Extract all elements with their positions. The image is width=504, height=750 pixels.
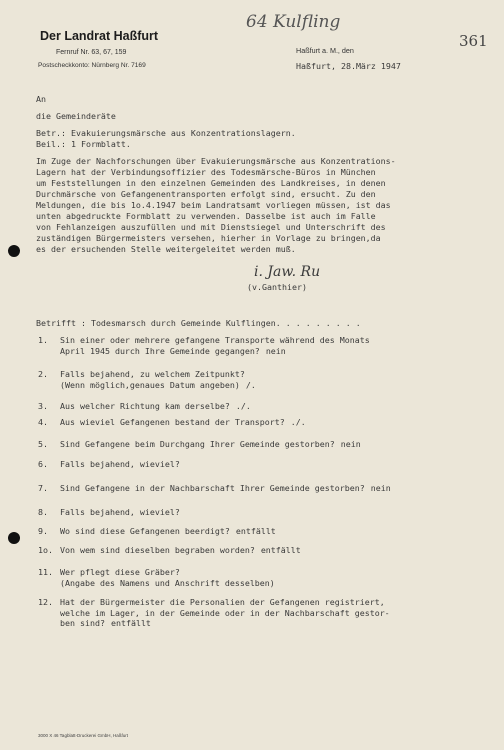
question-text: Falls bejahend, zu welchem Zeitpunkt? <box>60 369 245 379</box>
form-question <box>38 369 256 390</box>
question-text: welche im Lager, in der Gemeinde oder in der Nachbarschaft gestor- <box>60 607 390 618</box>
form-question <box>38 459 180 470</box>
form-question <box>38 483 391 494</box>
question-text: Aus wieviel Gefangenen bestand der Transport? <box>60 417 285 427</box>
question-number: 9. <box>38 526 48 536</box>
body-line: Meldungen, die bis 1o.4.1947 beim Landratsamt vorliegen müssen, ist das <box>36 200 391 210</box>
question-text: Sind Gefangene beim Durchgang Ihrer Gemeinde gestorben? <box>60 439 335 449</box>
form-question <box>38 335 370 356</box>
body-line: Lagern hat der Verbindungsoffizier des Todesmärsche-Büros in München <box>36 167 376 177</box>
subject-betr: Betr.: Evakuierungsmärsche aus Konzentrationslagern. <box>36 128 296 138</box>
body-line: von Fehlanzeigen auszufüllen und mit Dienstsiegel und Unterschrift des <box>36 222 386 232</box>
place-date-printed: Haßfurt a. M., den <box>296 46 354 55</box>
question-text: Von wem sind dieselben begraben worden? <box>60 545 255 555</box>
form-question <box>38 545 301 556</box>
question-text: Falls bejahend, wieviel? <box>60 507 180 517</box>
signatory-name: (v.Ganthier) <box>247 282 307 292</box>
page-number: 361 <box>459 32 488 50</box>
question-answer: nein <box>370 483 391 493</box>
question-text: April 1945 durch Ihre Gemeinde gegangen? <box>60 345 260 356</box>
question-text: Hat der Bürgermeister die Personalien der Gefangenen registriert, <box>60 597 385 607</box>
question-number: 7. <box>38 483 48 493</box>
question-text: Wer pflegt diese Gräber? <box>60 567 180 577</box>
question-number: 2. <box>38 369 48 379</box>
question-number: 3. <box>38 401 48 411</box>
question-answer: ./. <box>290 417 306 427</box>
question-number: 8. <box>38 507 48 517</box>
question-answer: entfällt <box>235 526 276 536</box>
question-text: Aus welcher Richtung kam derselbe? <box>60 401 230 411</box>
question-text: ben sind? <box>60 618 105 628</box>
recipient-an: An <box>36 94 46 104</box>
question-answer: entfällt <box>260 545 301 555</box>
question-text: Sin einer oder mehrere gefangene Transporte während des Monats <box>60 335 370 345</box>
form-question <box>38 417 306 428</box>
body-line: Im Zuge der Nachforschungen über Evakuierungsmärsche aus Konzentrations- <box>36 156 396 166</box>
body-line: um Feststellungen in den einzelnen Gemeinden des Landkreises, in denen <box>36 178 386 188</box>
printer-footer: 3000 X 46 Tagblatt-Druckerei GmbH, Haßfurt <box>38 733 128 738</box>
question-number: 11. <box>38 567 53 577</box>
question-text: Falls bejahend, wieviel? <box>60 459 180 469</box>
place-date-typed: Haßfurt, 28.März 1947 <box>296 61 401 71</box>
question-answer: /. <box>245 379 256 390</box>
body-line: Durchmärsche von Gefangenentransporten erfolgt sind, ersucht. Zu den <box>36 189 376 199</box>
question-text: (Angabe des Namens und Anschrift desselben) <box>60 577 275 588</box>
subject-beil: Beil.: 1 Formblatt. <box>36 139 131 149</box>
question-answer: nein <box>265 345 286 356</box>
question-answer: nein <box>340 439 361 449</box>
letterhead-title: Der Landrat Haßfurt <box>40 29 159 43</box>
letterhead-bank: Postscheckkonto: Nürnberg Nr. 7169 <box>38 62 146 69</box>
recipient-name: die Gemeinderäte <box>36 111 116 121</box>
punch-hole-bottom <box>8 532 20 544</box>
question-number: 6. <box>38 459 48 469</box>
form-question <box>38 526 276 537</box>
body-line: unten abgedruckte Formblatt zu verwenden. Dasselbe ist auch im Falle <box>36 211 376 221</box>
question-text: (Wenn möglich,genaues Datum angeben) <box>60 379 240 390</box>
question-text: Wo sind diese Gefangenen beerdigt? <box>60 526 230 536</box>
question-number: 1o. <box>38 545 53 555</box>
question-text: Sind Gefangene in der Nachbarschaft Ihrer Gemeinde gestorben? <box>60 483 365 493</box>
question-number: 12. <box>38 597 53 607</box>
handwritten-note: 64 Kulfling <box>246 12 341 32</box>
question-number: 4. <box>38 417 48 427</box>
form-betrifft: Betrifft : Todesmarsch durch Gemeinde Kulflingen. . . . . . . . . <box>36 318 361 328</box>
question-number: 5. <box>38 439 48 449</box>
body-line: es der ersuchenden Stelle weitergeleitet werden muß. <box>36 244 296 254</box>
letterhead-phone: Fernruf Nr. 63, 67, 159 <box>56 49 127 56</box>
punch-hole-top <box>8 245 20 257</box>
body-line: zuständigen Bürgermeisters versehen, hierher in Vorlage zu bringen,da <box>36 233 381 243</box>
form-question <box>38 507 180 518</box>
form-question <box>38 439 361 450</box>
question-answer: entfällt <box>110 618 151 628</box>
signature: i. Jaw. Ru <box>254 264 321 280</box>
form-question <box>38 597 390 629</box>
question-number: 1. <box>38 335 48 345</box>
form-question <box>38 567 275 588</box>
letter-body <box>36 156 396 255</box>
question-answer: ./. <box>235 401 251 411</box>
form-question <box>38 401 251 412</box>
